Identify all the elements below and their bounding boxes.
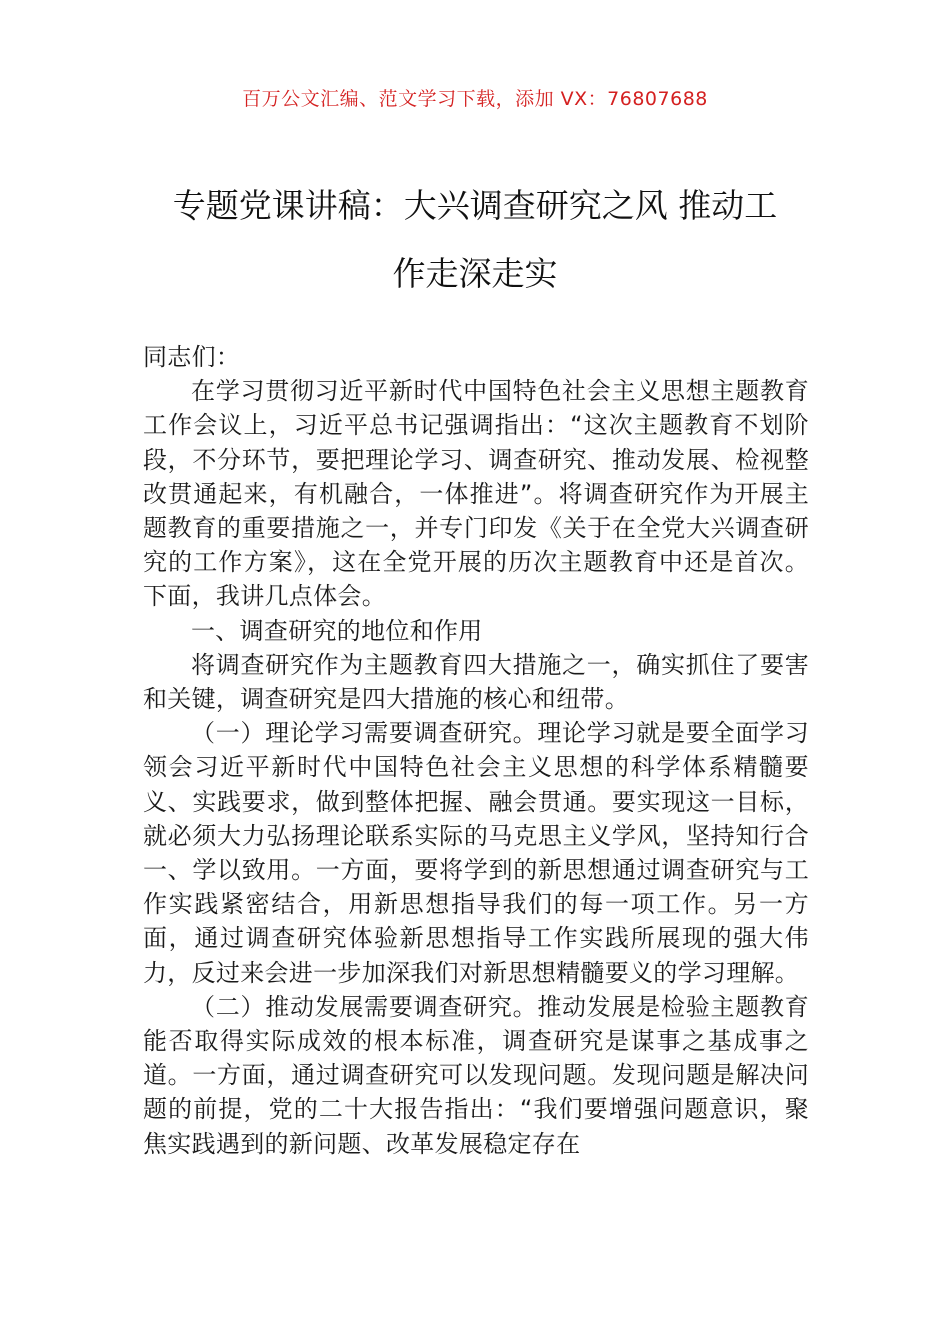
document-title — [100, 172, 850, 308]
section-1-paragraph: 将调查研究作为主题教育四大措施之一，确实抓住了要害和关键，调查研究是四大措施的核心和纽带。 — [143, 650, 809, 714]
title-line-1: 专题党课讲稿：大兴调查研究之风 推动工 — [172, 186, 778, 225]
document-body — [143, 340, 809, 1161]
download-notice: 百万公文汇编、范文学习下载，添加 VX：76807688 — [242, 88, 708, 110]
subsection-2-paragraph: （二）推动发展需要调查研究。推动发展是检验主题教育能否取得实际成效的根本标准，调查研究是谋事之基成事之道。一方面，通过调查研究可以发现问题。发现问题是解决问题的前提，党的二十大报告指出：“我们要增强问题意识，聚焦实践遇到的新问题、改革发展稳定存在 — [143, 992, 810, 1158]
subsection-1-paragraph: （一）理论学习需要调查研究。理论学习就是要全面学习领会习近平新时代中国特色社会主义思想的科学体系精髓要义、实践要求，做到整体把握、融会贯通。要实现这一目标，就必须大力弘扬理论联系实际的马克思主义学风，坚持知行合一、学以致用。一方面，要将学到的新思想通过调查研究与工作实践紧密结合，用新思想指导我们的每一项工作。另一方面，通过调查研究体验新思想指导工作实践所展现的强大伟力，反过来会进一步加深我们对新思想精髓要义的学习理解。 — [143, 719, 809, 987]
section-heading-1: 一、调查研究的地位和作用 — [191, 616, 483, 645]
title-line-2: 作走深走实 — [392, 254, 558, 293]
salutation: 同志们： — [143, 343, 241, 371]
intro-paragraph: 在学习贯彻习近平新时代中国特色社会主义思想主题教育工作会议上，习近平总书记强调指出：“这次主题教育不划阶段，不分环节，要把理论学习、调查研究、推动发展、检视整改贯通起来，有机融合，一体推进”。将调查研究作为开展主题教育的重要措施之一，并专门印发《关于在全党大兴调查研究的工作方案》，这在全党开展的历次主题教育中还是首次。下面，我讲几点体会。 — [143, 377, 810, 611]
